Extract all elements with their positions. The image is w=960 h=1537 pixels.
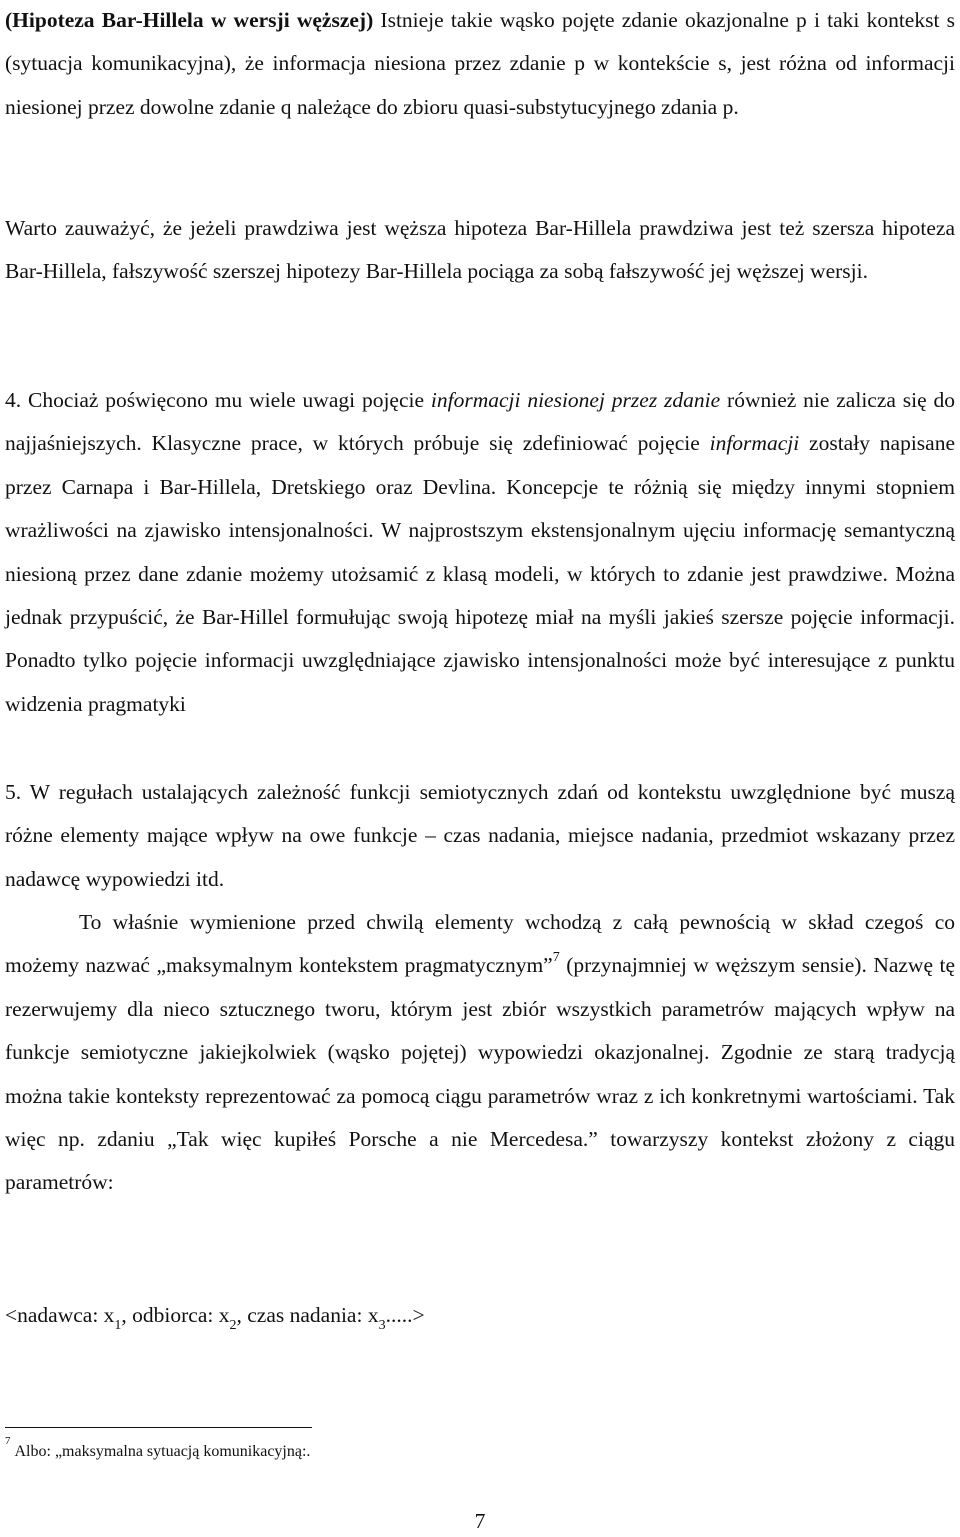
paragraph-section-4	[5, 379, 955, 726]
tuple-part: <nadawca: x	[5, 1303, 115, 1327]
paragraph-context	[5, 901, 955, 1205]
hypothesis-title: (Hipoteza Bar-Hillela w wersji węższej)	[5, 8, 374, 32]
footnote-text: Albo: „maksymalna sytuacją komunikacyjną:.	[14, 1443, 311, 1460]
footnote-reference[interactable]: 7	[552, 950, 560, 966]
parameter-tuple	[5, 1294, 425, 1337]
tuple-part: .....>	[385, 1303, 425, 1327]
tuple-subscript: 3	[378, 1318, 386, 1334]
section-4-text-3: zostały napisane przez Carnapa i Bar-Hillela, Dretskiego oraz Devlina. Koncepcje te różnią się między innymi stopniem wrażliwości na zjawisko intensjonalności. W najprostszym ekstensjonalnym ujęciu informację semantyczną niesioną przez dane zdanie możemy utożsamić z klasą modeli, w których to zdanie jest prawdziwe. Można jednak przypuścić, że Bar-Hillel formułując swoją hipotezę miał na myśli jakieś szersze pojęcie informacji. Ponadto tylko pojęcie informacji uwzględniające zjawisko intensjonalności może być interesujące z punktu widzenia pragmatyki	[5, 431, 955, 716]
page-number: 7	[474, 1509, 486, 1533]
tuple-subscript: 1	[114, 1318, 122, 1334]
tuple-part: , odbiorca: x	[121, 1303, 230, 1327]
paragraph-section-5: 5. W regułach ustalających zależność funkcji semiotycznych zdań od kontekstu uwzględnione być muszą różne elementy mające wpływ na owe funkcje – czas nadania, miejsce nadania, przedmiot wskazany przez nadawcę wypowiedzi itd.	[5, 780, 955, 891]
context-text-1: To właśnie wymienione przed chwilą elementy wchodzą z całą pewnością w skład czegoś co możemy nazwać „maksymalnym kontekstem pragmatycznym”	[5, 910, 955, 978]
footnote-number: 7	[5, 1434, 11, 1447]
context-text-2: (przynajmniej w węższym sensie). Nazwę tę rezerwujemy dla nieco sztucznego tworu, którym jest zbiór wszystkich parametrów mających wpływ na funkcje semiotyczne jakiejkolwiek (wąsko pojętej) wypowiedzi okazjonalnej. Zgodnie ze starą tradycją można takie konteksty reprezentować za pomocą ciągu parametrów wraz z ich konkretnymi wartościami. Tak więc np. zdaniu „Tak więc kupiłeś Porsche a nie Mercedesa.” towarzyszy kontekst złożony z ciągu parametrów:	[5, 953, 955, 1195]
section-4-italic-term-1: informacji niesionej przez zdanie	[430, 388, 721, 412]
tuple-part: , czas nadania: x	[236, 1303, 379, 1327]
paragraph-hypothesis	[5, 0, 955, 129]
section-4-italic-term-2: informacji	[709, 431, 800, 456]
footnote	[5, 1434, 311, 1463]
section-4-text-2: również nie zalicza się do najjaśniejszych. Klasyczne prace, w których próbuje się zdefiniować pojęcie	[5, 388, 956, 456]
footnote-divider	[5, 1427, 312, 1428]
hypothesis-text: Istnieje takie wąsko pojęte zdanie okazjonalne p i taki kontekst s (sytuacja komunikacyjna), że informacja niesiona przez zdanie p w kontekście s, jest różna od informacji niesionej przez dowolne zdanie q należące do zbioru quasi-substytucyjnego zdania p.	[5, 8, 955, 119]
section-4-text-1: 4. Chociaż poświęcono mu wiele uwagi pojęcie	[5, 388, 431, 412]
paragraph-observation: Warto zauważyć, że jeżeli prawdziwa jest węższa hipoteza Bar-Hillela prawdziwa jest też szersza hipoteza Bar-Hillela, fałszywość szerszej hipotezy Bar-Hillela pociąga za sobą fałszywość jej węższej wersji.	[5, 216, 955, 284]
tuple-subscript: 2	[229, 1318, 237, 1334]
